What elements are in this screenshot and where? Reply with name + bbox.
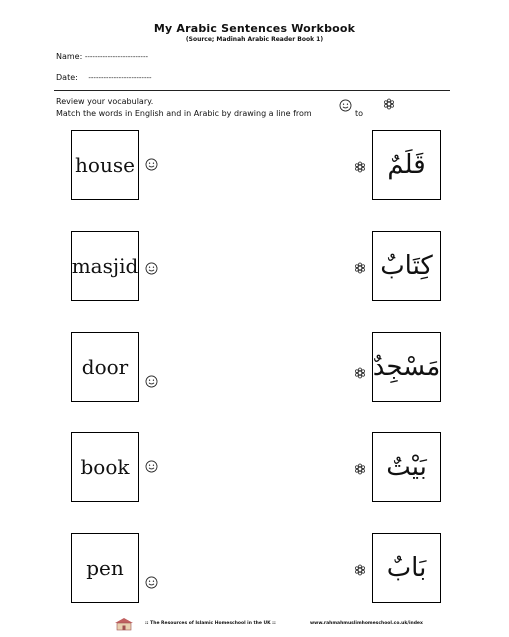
footer-left-text: :: The Resources of Islamic Homeschool in the UK :: bbox=[145, 621, 276, 626]
arabic-word-card[interactable] bbox=[372, 432, 441, 502]
date-line: ------------------------- bbox=[88, 74, 152, 82]
arabic-word-card[interactable] bbox=[372, 231, 441, 301]
flower-gear-icon bbox=[383, 98, 395, 110]
flower-gear-icon[interactable] bbox=[354, 460, 366, 472]
english-word: house bbox=[75, 153, 135, 177]
page-title: My Arabic Sentences Workbook bbox=[153, 22, 356, 35]
instruction-to: to bbox=[355, 109, 364, 118]
smiley-face-icon[interactable] bbox=[145, 373, 158, 386]
english-word: pen bbox=[86, 556, 124, 580]
arabic-word: قَلَمٌ bbox=[387, 150, 426, 180]
smiley-face-icon[interactable] bbox=[145, 458, 158, 471]
english-word-card[interactable] bbox=[71, 231, 139, 301]
header-divider bbox=[54, 90, 450, 91]
instruction-line-2 bbox=[56, 109, 312, 118]
english-word: door bbox=[81, 355, 129, 379]
name-field[interactable] bbox=[56, 52, 148, 61]
arabic-word: بَيْتٌ bbox=[386, 452, 427, 482]
date-label: Date: bbox=[56, 73, 78, 82]
english-word: masjid bbox=[71, 254, 139, 278]
arabic-word: مَسْجِدٌ bbox=[372, 352, 441, 382]
flower-gear-icon[interactable] bbox=[354, 259, 366, 271]
page-subtitle: (Source; Madinah Arabic Reader Book 1) bbox=[185, 36, 324, 43]
instruction-text: Match the words in English and in Arabic by drawing a line from bbox=[56, 109, 312, 118]
flower-gear-icon[interactable] bbox=[354, 364, 366, 376]
instruction-line-1: Review your vocabulary. bbox=[56, 97, 154, 106]
english-word-card[interactable] bbox=[71, 332, 139, 402]
flower-gear-icon[interactable] bbox=[354, 158, 366, 170]
name-line: ------------------------- bbox=[84, 53, 148, 61]
arabic-word: بَابٌ bbox=[386, 553, 427, 583]
english-word-card[interactable] bbox=[71, 130, 139, 200]
house-logo-icon bbox=[113, 617, 135, 631]
arabic-word: كِتَابٌ bbox=[380, 251, 433, 281]
english-word-card[interactable] bbox=[71, 533, 139, 603]
arabic-word-card[interactable] bbox=[372, 332, 441, 402]
name-label: Name: bbox=[56, 52, 83, 61]
arabic-word-card[interactable] bbox=[372, 533, 441, 603]
english-word: book bbox=[80, 455, 130, 479]
date-field[interactable] bbox=[56, 73, 152, 82]
smiley-face-icon[interactable] bbox=[145, 156, 158, 169]
smiley-face-icon bbox=[339, 99, 352, 112]
smiley-face-icon[interactable] bbox=[145, 260, 158, 273]
smiley-face-icon[interactable] bbox=[145, 574, 158, 587]
footer-link[interactable]: www.rahmahmuslimhomeschool.co.uk/index bbox=[310, 621, 423, 626]
english-word-card[interactable] bbox=[71, 432, 139, 502]
arabic-word-card[interactable] bbox=[372, 130, 441, 200]
flower-gear-icon[interactable] bbox=[354, 561, 366, 573]
